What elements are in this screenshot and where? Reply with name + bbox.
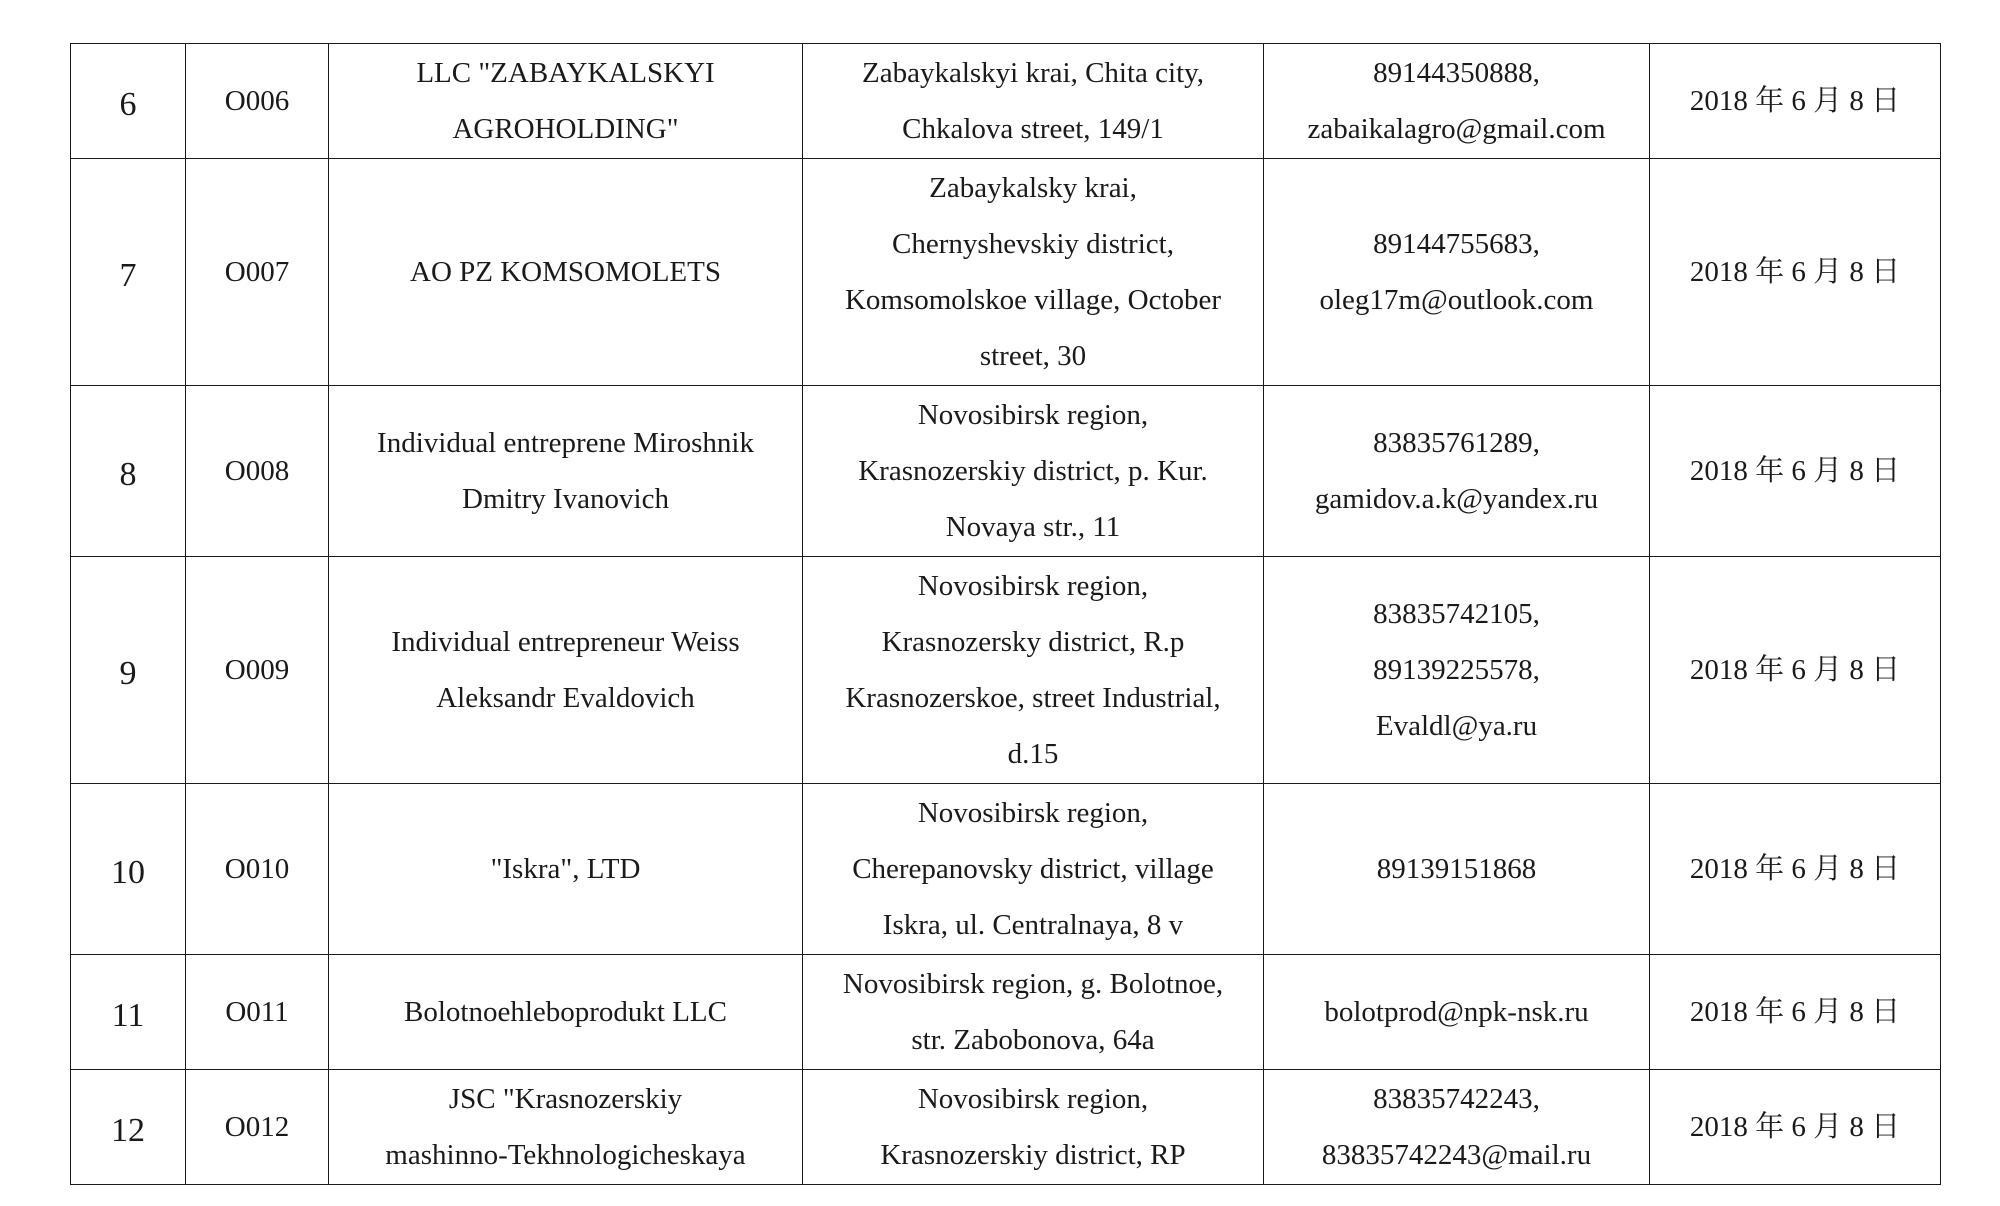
row-code-cell: O009: [186, 557, 329, 784]
contact-line: oleg17m@outlook.com: [1319, 284, 1594, 316]
row-name-cell: [329, 44, 803, 159]
table-body: [71, 44, 1941, 1185]
row-name-cell: [329, 955, 803, 1070]
name-line: JSC "Krasnozerskiy: [448, 1083, 683, 1115]
row-name-cell: [329, 159, 803, 386]
row-index-cell: 7: [71, 159, 186, 386]
row-contact-cell: [1264, 44, 1650, 159]
row-code-cell: O011: [186, 955, 329, 1070]
table-row: [71, 159, 1941, 386]
address-line: str. Zabobonova, 64a: [911, 1024, 1155, 1056]
address-line: Zabaykalsky krai,: [929, 172, 1137, 204]
address-line: d.15: [1007, 738, 1059, 770]
row-code-cell: O012: [186, 1070, 329, 1185]
row-name-cell: [329, 557, 803, 784]
row-code-cell: O007: [186, 159, 329, 386]
contact-line: 83835761289,: [1373, 427, 1540, 459]
contact-line: zabaikalagro@gmail.com: [1307, 113, 1606, 145]
name-line: mashinno-Tekhnologicheskaya: [385, 1139, 746, 1171]
address-line: Krasnozersky district, R.p: [881, 626, 1185, 658]
address-line: Chkalova street, 149/1: [902, 113, 1164, 145]
row-code-cell: O010: [186, 784, 329, 955]
row-date-cell: 2018 年 6 月 8 日: [1650, 1070, 1941, 1185]
name-line: "Iskra", LTD: [490, 853, 641, 885]
row-date-cell: 2018 年 6 月 8 日: [1650, 557, 1941, 784]
row-index-cell: 8: [71, 386, 186, 557]
row-date-cell: 2018 年 6 月 8 日: [1650, 784, 1941, 955]
address-line: Novosibirsk region,: [917, 399, 1149, 431]
row-contact-cell: [1264, 955, 1650, 1070]
name-line: AGROHOLDING": [452, 113, 679, 145]
contact-line: bolotprod@npk-nsk.ru: [1324, 996, 1589, 1028]
row-date-cell: 2018 年 6 月 8 日: [1650, 386, 1941, 557]
row-date-cell: 2018 年 6 月 8 日: [1650, 955, 1941, 1070]
address-line: Zabaykalskyi krai, Chita city,: [862, 57, 1204, 89]
row-name-cell: [329, 1070, 803, 1185]
address-line: street, 30: [979, 340, 1087, 372]
table-row: [71, 386, 1941, 557]
address-line: Krasnozerskiy district, p. Kur.: [858, 455, 1208, 487]
contact-line: 83835742243,: [1373, 1083, 1540, 1115]
row-index-cell: 11: [71, 955, 186, 1070]
address-line: Chernyshevskiy district,: [892, 228, 1174, 260]
address-line: Krasnozerskoe, street Industrial,: [845, 682, 1221, 714]
table-row: [71, 557, 1941, 784]
row-date-cell: 2018 年 6 月 8 日: [1650, 44, 1941, 159]
row-contact-cell: [1264, 1070, 1650, 1185]
address-line: Novosibirsk region, g. Bolotnoe,: [842, 968, 1224, 1000]
row-address-cell: [803, 386, 1264, 557]
address-line: Iskra, ul. Centralnaya, 8 v: [882, 909, 1184, 941]
name-line: AO PZ KOMSOMOLETS: [410, 256, 721, 288]
row-address-cell: [803, 44, 1264, 159]
address-line: Novosibirsk region,: [917, 1083, 1149, 1115]
table-row: [71, 44, 1941, 159]
name-line: Aleksandr Evaldovich: [436, 682, 695, 714]
table-row: [71, 1070, 1941, 1185]
name-line: LLC "ZABAYKALSKYI: [416, 57, 715, 89]
row-contact-cell: [1264, 386, 1650, 557]
address-line: Novosibirsk region,: [917, 797, 1149, 829]
contact-line: 83835742105,: [1373, 598, 1540, 630]
row-index-cell: 12: [71, 1070, 186, 1185]
row-address-cell: [803, 955, 1264, 1070]
registry-table: [70, 43, 1941, 1185]
row-contact-cell: [1264, 159, 1650, 386]
row-name-cell: [329, 386, 803, 557]
table-row: [71, 784, 1941, 955]
name-line: Dmitry Ivanovich: [462, 483, 669, 515]
name-line: Individual entreprene Miroshnik: [377, 427, 754, 459]
address-line: Krasnozerskiy district, RP: [880, 1139, 1186, 1171]
row-address-cell: [803, 784, 1264, 955]
row-index-cell: 6: [71, 44, 186, 159]
table-row: [71, 955, 1941, 1070]
contact-line: Evaldl@ya.ru: [1375, 710, 1538, 742]
row-date-cell: 2018 年 6 月 8 日: [1650, 159, 1941, 386]
row-contact-cell: [1264, 557, 1650, 784]
row-index-cell: 10: [71, 784, 186, 955]
address-line: Cherepanovsky district, village: [852, 853, 1214, 885]
row-index-cell: 9: [71, 557, 186, 784]
address-line: Novosibirsk region,: [917, 570, 1149, 602]
row-code-cell: O008: [186, 386, 329, 557]
row-code-cell: O006: [186, 44, 329, 159]
contact-line: gamidov.a.k@yandex.ru: [1314, 483, 1599, 515]
row-address-cell: [803, 1070, 1264, 1185]
row-address-cell: [803, 159, 1264, 386]
name-line: Bolotnoehleboprodukt LLC: [404, 996, 727, 1028]
row-address-cell: [803, 557, 1264, 784]
contact-line: 89144350888,: [1373, 57, 1540, 89]
name-line: Individual entrepreneur Weiss: [391, 626, 740, 658]
contact-line: 89139151868: [1376, 853, 1537, 885]
row-name-cell: [329, 784, 803, 955]
address-line: Komsomolskoe village, October: [844, 284, 1222, 316]
contact-line: 89144755683,: [1373, 228, 1540, 260]
address-line: Novaya str., 11: [945, 511, 1121, 543]
contact-line: 89139225578,: [1373, 654, 1540, 686]
row-contact-cell: [1264, 784, 1650, 955]
contact-line: 83835742243@mail.ru: [1321, 1139, 1592, 1171]
